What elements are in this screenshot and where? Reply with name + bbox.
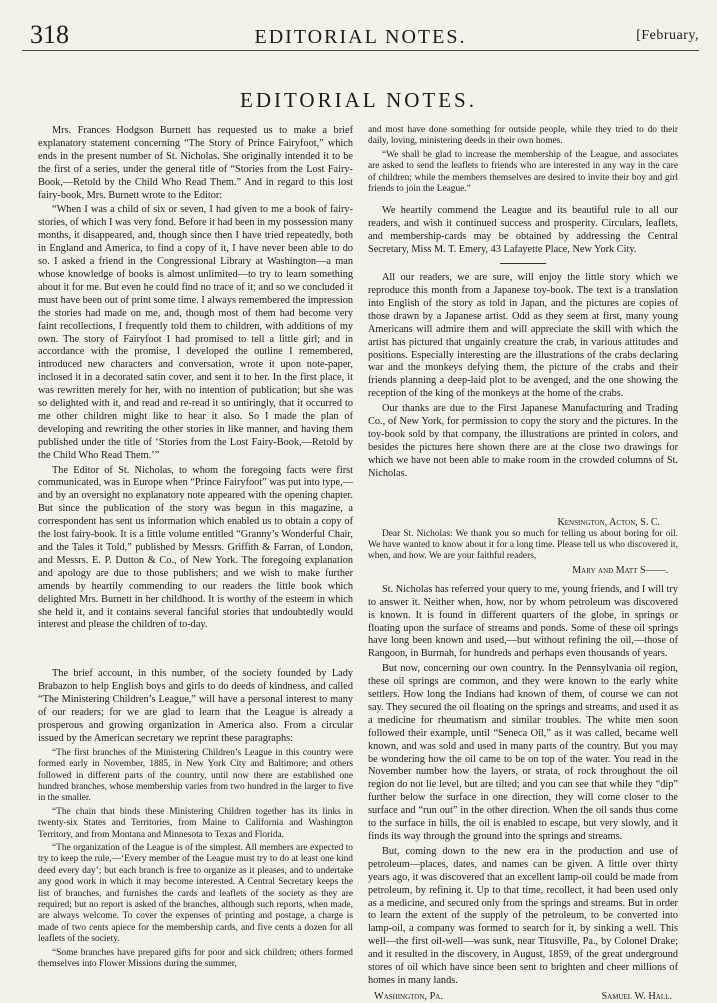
section-gap bbox=[368, 483, 678, 517]
left-column bbox=[38, 125, 353, 985]
issue-month: [February, bbox=[636, 28, 699, 43]
paragraph: Mrs. Frances Hodgson Burnett has requested us to make a brief explanatory statement concerning “The Story of Prince Fairyfoot,” which ends in the present number of St. Nicholas. She originally intended it to be the first of a series, under the general title of “Stories from the Lost Fairy-Book,—Retold by the Child Who Read Them.” And in regard to this lost fairy-book, Mrs. Burnett wrote to the Editor: bbox=[38, 125, 353, 201]
quoted-paragraph: and most have done something for outside people, while they tried to do their daily, loving, ministering deeds in their own homes. bbox=[368, 125, 678, 147]
paragraph: Our thanks are due to the First Japanese Manufacturing and Trading Co., of New York, for permission to copy the story and the pictures. In the toy-book sold by that company, the illustrations are printed in colors, and besides the pictures here shown there are at the close two drawings for which we have not been able to make room in the crowded columns of St. Nicholas. bbox=[368, 403, 678, 479]
signature-place: Washington, Pa. bbox=[374, 990, 443, 1002]
running-head bbox=[22, 14, 699, 51]
section-gap bbox=[38, 634, 353, 668]
section-divider bbox=[500, 263, 546, 264]
section-title: EDITORIAL NOTES. bbox=[240, 88, 477, 112]
paragraph: St. Nicholas has referred your query to me, young friends, and I will try to answer it. Neither when, how, nor by whom petroleum was discovered is known. It is found in different quarters of the globe, in springs or floating upon the surface of streams and ponds. Some of these oil springs have long been known and used,—but without refining the oil,—those of Rangoon, in Burmah, for hundreds and perhaps even thousands of years. bbox=[368, 583, 678, 660]
paragraph: The brief account, in this number, of the society founded by Lady Brabazon to help English boys and girls to do deeds of kindness, and called “The Ministering Children’s League,” will have a personal interest to many of our readers; for we are glad to learn that the League is already a prosperous and growing organization in America also. From a circular issued by the American secretary we reprint these paragraphs: bbox=[38, 668, 353, 744]
quoted-paragraph: “Some branches have prepared gifts for poor and sick children; others formed themselves into Flower Missions during the summer, bbox=[38, 947, 353, 970]
paragraph: We heartily commend the League and its beautiful rule to all our readers, and wish it continued success and prosperity. Circulars, leaflets, and membership-cards may be obtained by addressing the Central Secretary, Miss M. T. Emery, 43 Lafayette Place, New York City. bbox=[368, 205, 678, 256]
paragraph: The Editor of St. Nicholas, to whom the foregoing facts were first communicated, was in Europe when “Prince Fairyfoot” was put into type,—and by an oversight no explanatory note appeared with the opening chapter. But since the publication of the story was begun in this magazine, a correspondent has sent us information which enabled us to obtain a copy of the lost fairy-book. It is a little volume entitled “Granny’s Wonderful Chair, and the Tales it Told,” published by Messrs. Griffith & Farran, of London, and Messrs. E. P. Dutton & Co., of New York. The foregoing explanation and apology are due to those publishers; and we wish to make further amends by heartily commending to our readers the little book which delighted Mrs. Burnett in her childhood. It is worthy of the esteem in which she held it, and it contains several fanciful stories that undoubtedly would interest and please the children of to-day. bbox=[38, 464, 353, 631]
quoted-paragraph: “The chain that binds these Ministering Children together has its links in twenty-six States and Territories, from Maine to California and Washington Territory, and from Montana and Minnesota to Texas and Florida. bbox=[38, 806, 353, 840]
letter-dateline: Kensington, Acton, S. C. bbox=[557, 516, 660, 528]
signature-author: Samuel W. Hall. bbox=[601, 990, 672, 1002]
page-number: 318 bbox=[30, 20, 69, 49]
quoted-paragraph: “The organization of the League is of the simplest. All members are expected to try to keep the rule,—‘Every member of the League must try to do at least one kind deed every day’; but each branch is free to organize as it pleases, and to undertake any good work in which it may become interested. A Central Secretary keeps the list of branches, and furnishes the cards and leaflets of the society as they are required; but no report is asked of the branches, although such reports, when made, are always welcome. To cover the expenses of printing and postage, a charge is made of two cents apiece for the membership cards, and five cents a dozen for all leaflets of the society. bbox=[38, 843, 353, 945]
letter-signature: Mary and Matt S——. bbox=[572, 564, 668, 576]
quoted-paragraph: “We shall be glad to increase the membership of the League, and associates are asked to send the leaflets to friends who are interested in any way in the care of children; while the members themselves are desired to invite their boy and girl friends to join the League.” bbox=[368, 149, 678, 195]
right-column bbox=[368, 125, 678, 1002]
article-signature bbox=[368, 990, 678, 1003]
paragraph: But now, concerning our own country. In the Pennsylvania oil region, these oil springs are common, and they were known to the early white settlers. How long the Indians had known of them, of course we can not say. They secured the oil floating on the springs and streams, and used it as a medicine for rheumatism and similar troubles. The white men soon followed their example, until “Seneca Oil,” as it was called, became well known, and was sold and used in many parts of the country. But you may be wondering how the oil came to be on top of the water. You read in the November number how the layers, or strata, of rock throughout the oil region do not lie level, but are tilted; and you can see that while they “dip” further below the surface in one direction, they will come closer to the surface and “run out” in the other direction. When the oil sands thus come to the surface in hills, the oil is enabled to escape, but very slowly, and it finds its way through the ground into the springs and streams. bbox=[368, 663, 678, 842]
quoted-paragraph: Dear St. Nicholas: We thank you so much for telling us about boring for oil. We have wanted to know about it for a long time. Please tell us who discovered it, when, and how. We are your faithful readers, bbox=[368, 528, 678, 562]
section-gap bbox=[368, 576, 678, 584]
section-gap bbox=[368, 197, 678, 205]
paragraph: But, coming down to the new era in the production and use of petroleum—places, dates, and names can be given. A little over thirty years ago, it was discovered that an excellent lamp-oil could be made from petroleum, by refining it. Up to that time, recollect, it had been used only as a medicine, and secured only from the springs and streams. But in order to learn the extent of the supply of the petroleum, to be converted into lamp-oil, a company was formed to search for it, by sinking a well. This well—the first oil-well—was sunk, near Titusville, Pa., by Colonel Drake; and it resulted in the discovery, in August, 1859, of the great underground stores of oil which have since been sent to brighten and cheer millions of homes in many lands. bbox=[368, 845, 678, 986]
paragraph: “When I was a child of six or seven, I had given to me a book of fairy-stories, of which I was very fond. Before it had been in my possession many months, it disappeared, and, though since then I have tried repeatedly, both in England and America, to find a copy of it, I have never been able to do so. I asked a friend in the Congressional Library at Washington—a man whose knowledge of books is almost unlimited—to try to learn something about it for me. But even he could find no trace of it; and so we concluded it must have been out of print some time. I always remembered the impression the stories had made on me, and, though most of them had become very faint recollections, I frequently told them to children, with additions of my own. The story of Fairyfoot I had promised to tell a little girl; and in accordance with the promise, I developed the outline I remembered, introduced new characters and conversation, wrote it upon note-paper, inclosed it in a decorated satin cover, and sent it to her. In the first place, it was rewritten merely for her, with no intention of publication; but she was so delighted with it, and read and re-read it so untiringly, that it occurred to me other children might like to hear it also. So I made the plan of developing and rewriting the other stories in like manner, and having them published under the title of ‘Stories from the Lost Fairy-Book,—Retold by the Child Who Read Them.’” bbox=[38, 204, 353, 461]
quoted-paragraph: “The first branches of the Ministering Children’s League in this country were formed early in November, 1885, in New York City and Baltimore; and others followed in different parts of the country, until now there are established one hundred branches, whose membership varies from two hundred in the larger to five in the smaller. bbox=[38, 747, 353, 804]
paragraph: All our readers, we are sure, will enjoy the little story which we reproduce this month from a Japanese toy-book. The text is a translation into English of the story as told in Japan, and the pictures are copies of those drawn by a Japanese artist. Odd as they seem at first, many young Americans will admire them and will appreciate the skill with which the artist has pictured that ungainly creature the crab, in various attitudes and positions. Especially interesting are the illustrations of the crabs declaring war and the monkeys defying them, the picture of the crabs and their friends planning a deep-laid plot to be avenged, and the one showing the reception of the king of the monkeys at the home of the crabs. bbox=[368, 272, 678, 400]
running-title: EDITORIAL NOTES. bbox=[254, 26, 467, 48]
